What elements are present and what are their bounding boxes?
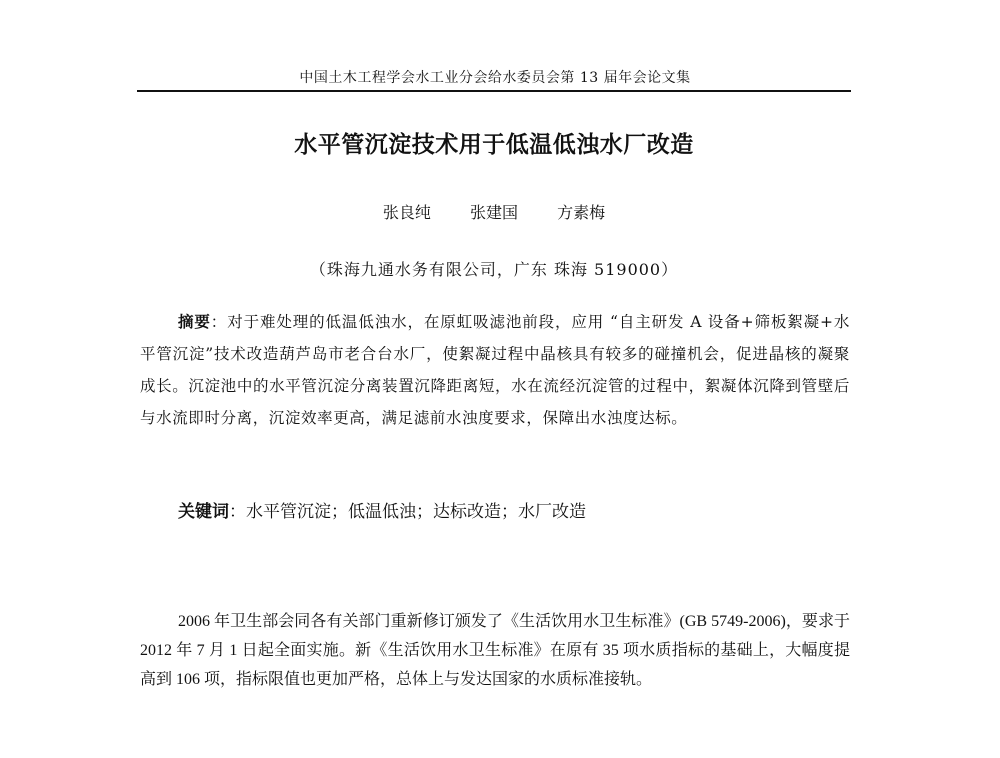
affiliation: （珠海九通水务有限公司，广东 珠海 519000） bbox=[309, 260, 679, 279]
author-name: 张良纯 bbox=[382, 203, 431, 222]
keywords bbox=[178, 497, 850, 522]
author-list bbox=[137, 200, 851, 223]
keywords-text: ：水平管沉淀；低温低浊；达标改造；水厂改造 bbox=[229, 502, 586, 522]
abstract bbox=[140, 306, 850, 434]
abstract-label: 摘要 bbox=[178, 313, 211, 331]
paper-title: 水平管沉淀技术用于低温低浊水厂改造 bbox=[294, 132, 694, 158]
author-name: 方素梅 bbox=[557, 203, 606, 222]
body-paragraph: 2006 年卫生部会同各有关部门重新修订颁发了《生活饮用水卫生标准》(GB 5749-2006)，要求于 2012 年 7 月 1 日起全面实施。新《生活饮用水卫生标准》在原有 35 项水质指标的基础上，大幅度提高到 106 项，指标限值也更加严格，总体上与发达国家的水质标准接轨。 bbox=[140, 613, 850, 688]
running-header: 中国土木工程学会水工业分会给水委员会第 13 届年会论文集 bbox=[299, 70, 691, 86]
header-rule bbox=[137, 90, 851, 92]
author-name: 张建国 bbox=[469, 203, 518, 222]
abstract-text: ：对于难处理的低温低浊水，在原虹吸滤池前段，应用 “自主研发 A 设备+筛板絮凝+水平管沉淀”技术改造葫芦岛市老合台水厂，使絮凝过程中晶核具有较多的碰撞机会，促进晶核的凝聚成长。沉淀池中的水平管沉淀分离装置沉降距离短，水在流经沉淀管的过程中，絮凝体沉降到管壁后与水流即时分离，沉淀效率更高，满足滤前水浊度要求，保障出水浊度达标。 bbox=[140, 313, 851, 427]
keywords-label: 关键词 bbox=[178, 502, 229, 522]
